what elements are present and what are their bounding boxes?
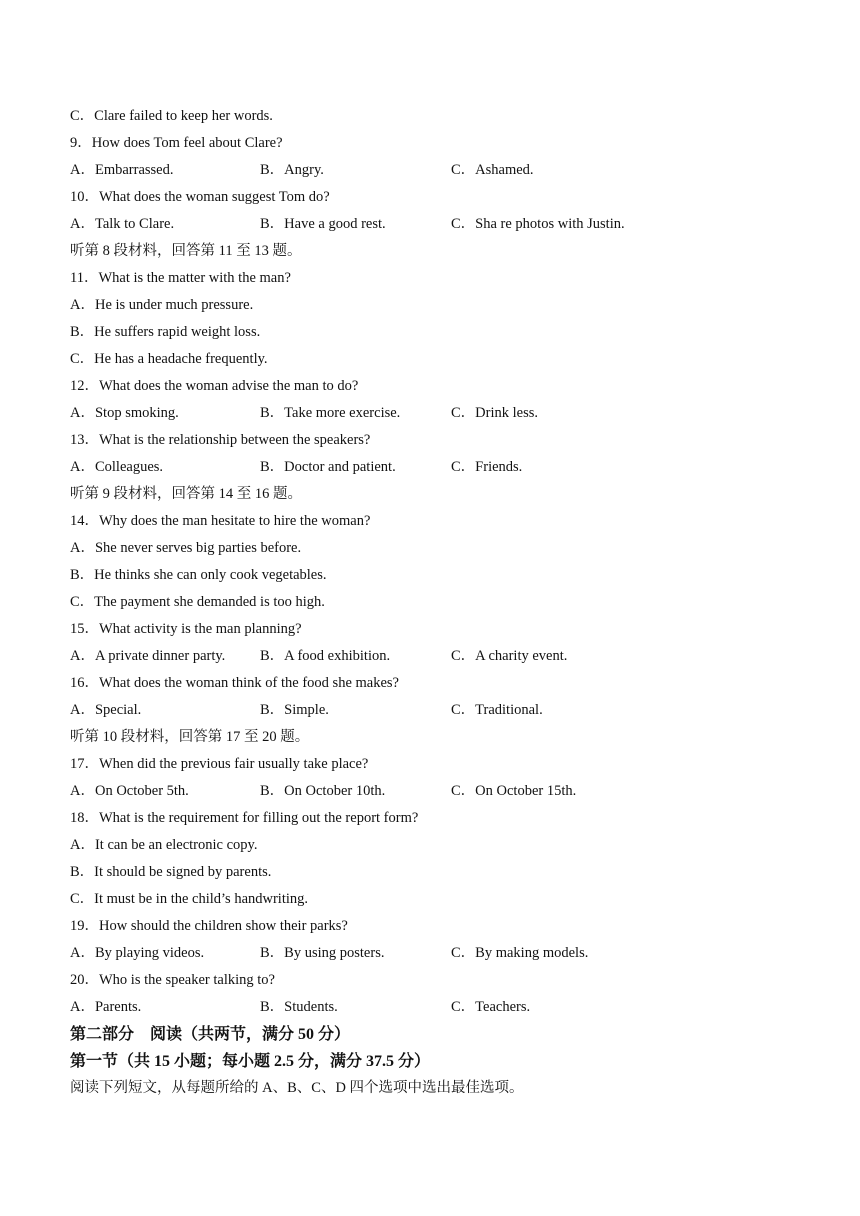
option-a: A．Parents. — [70, 999, 142, 1015]
option-b: B．By using posters. — [260, 945, 385, 961]
option-c: C．Friends. — [451, 459, 523, 475]
option-b: B．Take more exercise. — [260, 405, 401, 421]
text-line: 听第 9 段材料，回答第 14 至 16 题。 — [70, 486, 302, 502]
section-heading: 第二部分 阅读（共两节，满分 50 分） — [70, 1026, 351, 1043]
option-c: C．By making models. — [451, 945, 589, 961]
text-line: C．He has a headache frequently. — [70, 351, 268, 367]
option-c: C．Sha re photos with Justin. — [451, 216, 625, 232]
text-line: 12．What does the woman advise the man to do? — [70, 378, 359, 394]
option-b: B．A food exhibition. — [260, 648, 391, 664]
option-a: A．Special. — [70, 702, 142, 718]
section-heading: 第一节（共 15 小题；每小题 2.5 分，满分 37.5 分） — [70, 1053, 431, 1070]
option-a: A．Talk to Clare. — [70, 216, 175, 232]
text-line: 15．What activity is the man planning? — [70, 621, 302, 637]
option-a: A．Embarrassed. — [70, 162, 174, 178]
text-line: C．It must be in the child’s handwriting. — [70, 891, 309, 907]
text-line: C．The payment she demanded is too high. — [70, 594, 325, 610]
option-a: A．By playing videos. — [70, 945, 205, 961]
option-a: A．A private dinner party. — [70, 648, 226, 664]
text-line: 13．What is the relationship between the speakers? — [70, 432, 371, 448]
text-line: 20．Who is the speaker talking to? — [70, 972, 275, 988]
text-line: B．It should be signed by parents. — [70, 864, 272, 880]
text-line: 17．When did the previous fair usually take place? — [70, 756, 369, 772]
option-b: B．Angry. — [260, 162, 324, 178]
text-line: 听第 8 段材料，回答第 11 至 13 题。 — [70, 243, 302, 259]
option-c: C．Ashamed. — [451, 162, 534, 178]
text-line: A．She never serves big parties before. — [70, 540, 302, 556]
option-a: A．Colleagues. — [70, 459, 164, 475]
text-line: A．It can be an electronic copy. — [70, 837, 258, 853]
option-b: B．Students. — [260, 999, 338, 1015]
text-line: 18．What is the requirement for filling out the report form? — [70, 810, 419, 826]
text-line: 9．How does Tom feel about Clare? — [70, 135, 283, 151]
text-line: 19．How should the children show their parks? — [70, 918, 348, 934]
option-b: B．On October 10th. — [260, 783, 386, 799]
option-b: B．Doctor and patient. — [260, 459, 396, 475]
text-line: 16．What does the woman think of the food she makes? — [70, 675, 399, 691]
text-line: 10．What does the woman suggest Tom do? — [70, 189, 330, 205]
option-c: C．On October 15th. — [451, 783, 577, 799]
text-line: B．He thinks she can only cook vegetables. — [70, 567, 327, 583]
text-line: A．He is under much pressure. — [70, 297, 254, 313]
text-line: 阅读下列短文，从每题所给的 A、B、C、D 四个选项中选出最佳选项。 — [70, 1080, 524, 1096]
text-line: 11．What is the matter with the man? — [70, 270, 291, 286]
option-c: C．Drink less. — [451, 405, 538, 421]
option-b: B．Have a good rest. — [260, 216, 386, 232]
text-line: C．Clare failed to keep her words. — [70, 108, 273, 124]
text-line: 听第 10 段材料，回答第 17 至 20 题。 — [70, 729, 310, 745]
option-a: A．Stop smoking. — [70, 405, 179, 421]
option-c: C．A charity event. — [451, 648, 568, 664]
text-line: B．He suffers rapid weight loss. — [70, 324, 261, 340]
option-a: A．On October 5th. — [70, 783, 189, 799]
option-b: B．Simple. — [260, 702, 329, 718]
option-c: C．Traditional. — [451, 702, 543, 718]
text-line: 14．Why does the man hesitate to hire the woman? — [70, 513, 371, 529]
option-c: C．Teachers. — [451, 999, 531, 1015]
